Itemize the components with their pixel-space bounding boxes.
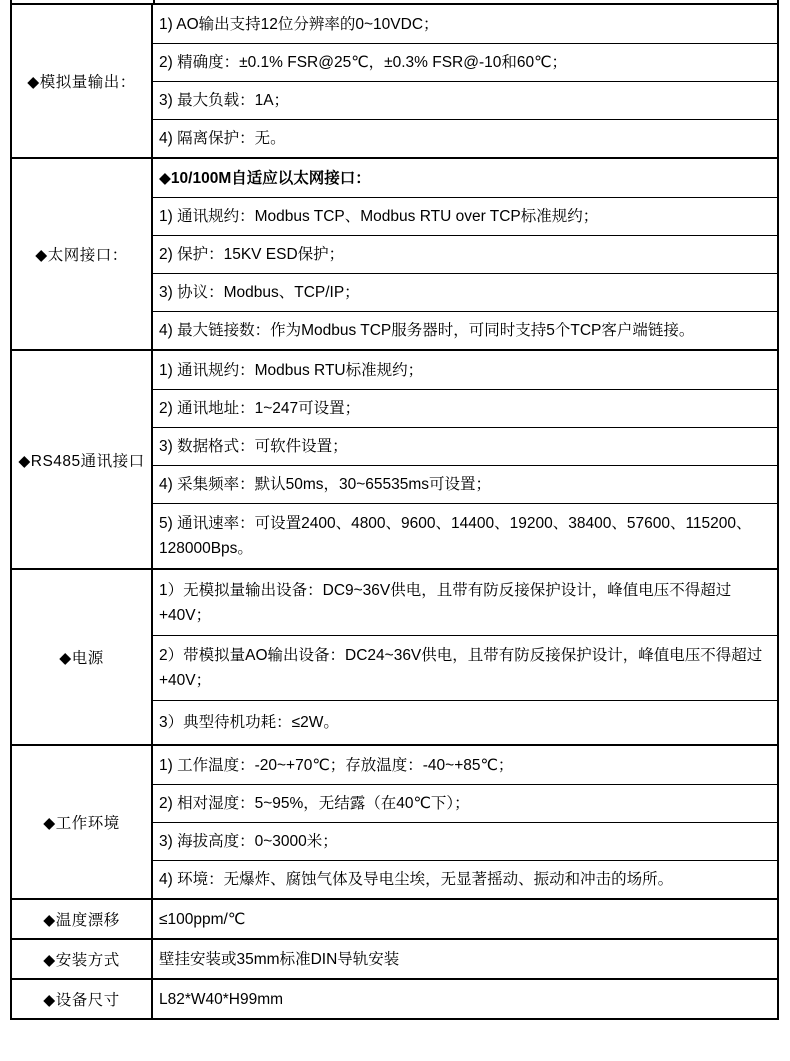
spec-value-cell: L82*W40*H99mm — [159, 990, 284, 1008]
spec-rows — [153, 980, 777, 1018]
section-environment — [12, 744, 777, 898]
spec-value-cell: 5) 通讯速率：可设置2400、4800、9600、14400、19200、38400、57600、115200、128000Bps。 — [153, 503, 777, 568]
spec-rows — [153, 746, 777, 898]
spec-rows — [153, 570, 777, 744]
spec-rows — [153, 5, 777, 157]
spec-category-label: ◆设备尺寸 — [12, 980, 153, 1018]
spec-value-cell: 1) 通讯规约：Modbus RTU标准规约； — [159, 361, 424, 379]
spec-category-label: ◆工作环境 — [12, 746, 153, 898]
spec-value-cell: 1) AO输出支持12位分辨率的0~10VDC； — [159, 15, 439, 33]
spec-rows — [153, 159, 777, 349]
spec-value-cell: 3) 数据格式：可软件设置； — [153, 427, 777, 465]
spec-category-label: ◆模拟量输出： — [12, 5, 153, 157]
spec-value-cell: 1）无模拟量输出设备：DC9~36V供电，且带有防反接保护设计，峰值电压不得超过+40V； — [159, 581, 732, 624]
spec-value-cell: 2) 精确度：±0.1% FSR@25℃，±0.3% FSR@-10和60℃； — [153, 43, 777, 81]
section-rs485 — [12, 349, 777, 568]
spec-category-label: ◆RS485通讯接口 — [12, 351, 153, 568]
spec-value-cell: 3) 协议：Modbus、TCP/IP； — [153, 273, 777, 311]
cropped-row-sliver-left — [12, 0, 155, 3]
spec-category-label: ◆安装方式 — [12, 940, 153, 978]
spec-value-cell: 1) 工作温度：-20~+70℃；存放温度：-40~+85℃； — [159, 756, 514, 774]
spec-value-cell: 4) 采集频率：默认50ms，30~65535ms可设置； — [153, 465, 777, 503]
section-temp-drift — [12, 898, 777, 938]
spec-value-cell: 4) 环境：无爆炸、腐蚀气体及导电尘埃，无显著摇动、振动和冲击的场所。 — [153, 860, 777, 898]
spec-rows — [153, 351, 777, 568]
section-dimensions — [12, 978, 777, 1018]
spec-value-cell: 4) 隔离保护：无。 — [153, 119, 777, 157]
section-ethernet — [12, 157, 777, 349]
spec-value-cell: 3）典型待机功耗：≤2W。 — [153, 700, 777, 744]
spec-value-cell: 4) 最大链接数：作为Modbus TCP服务器时，可同时支持5个TCP客户端链接。 — [153, 311, 777, 349]
spec-rows — [153, 940, 777, 978]
spec-category-label: ◆温度漂移 — [12, 900, 153, 938]
spec-value-cell: 2) 通讯地址：1~247可设置； — [153, 389, 777, 427]
section-power — [12, 568, 777, 744]
section-mounting — [12, 938, 777, 978]
spec-table — [10, 0, 779, 1020]
spec-value-cell: 3) 最大负载：1A； — [153, 81, 777, 119]
spec-value-cell: 3) 海拔高度：0~3000米； — [153, 822, 777, 860]
spec-category-label: ◆太网接口： — [12, 159, 153, 349]
spec-rows — [153, 900, 777, 938]
spec-value-cell: 1) 通讯规约：Modbus TCP、Modbus RTU over TCP标准规约； — [153, 197, 777, 235]
spec-value-cell: ≤100ppm/℃ — [159, 910, 246, 928]
spec-value-cell-header: ◆10/100M自适应以太网接口： — [159, 169, 371, 187]
section-analog-output — [12, 3, 777, 157]
spec-value-cell: 2）带模拟量AO输出设备：DC24~36V供电，且带有防反接保护设计，峰值电压不得超过+40V； — [153, 635, 777, 700]
spec-value-cell: 2) 相对湿度：5~95%，无结露（在40℃下）； — [153, 784, 777, 822]
spec-value-cell: 壁挂安装或35mm标准DIN导轨安装 — [159, 950, 400, 968]
spec-category-label: ◆电源 — [12, 570, 153, 744]
spec-value-cell: 2) 保护：15KV ESD保护； — [153, 235, 777, 273]
